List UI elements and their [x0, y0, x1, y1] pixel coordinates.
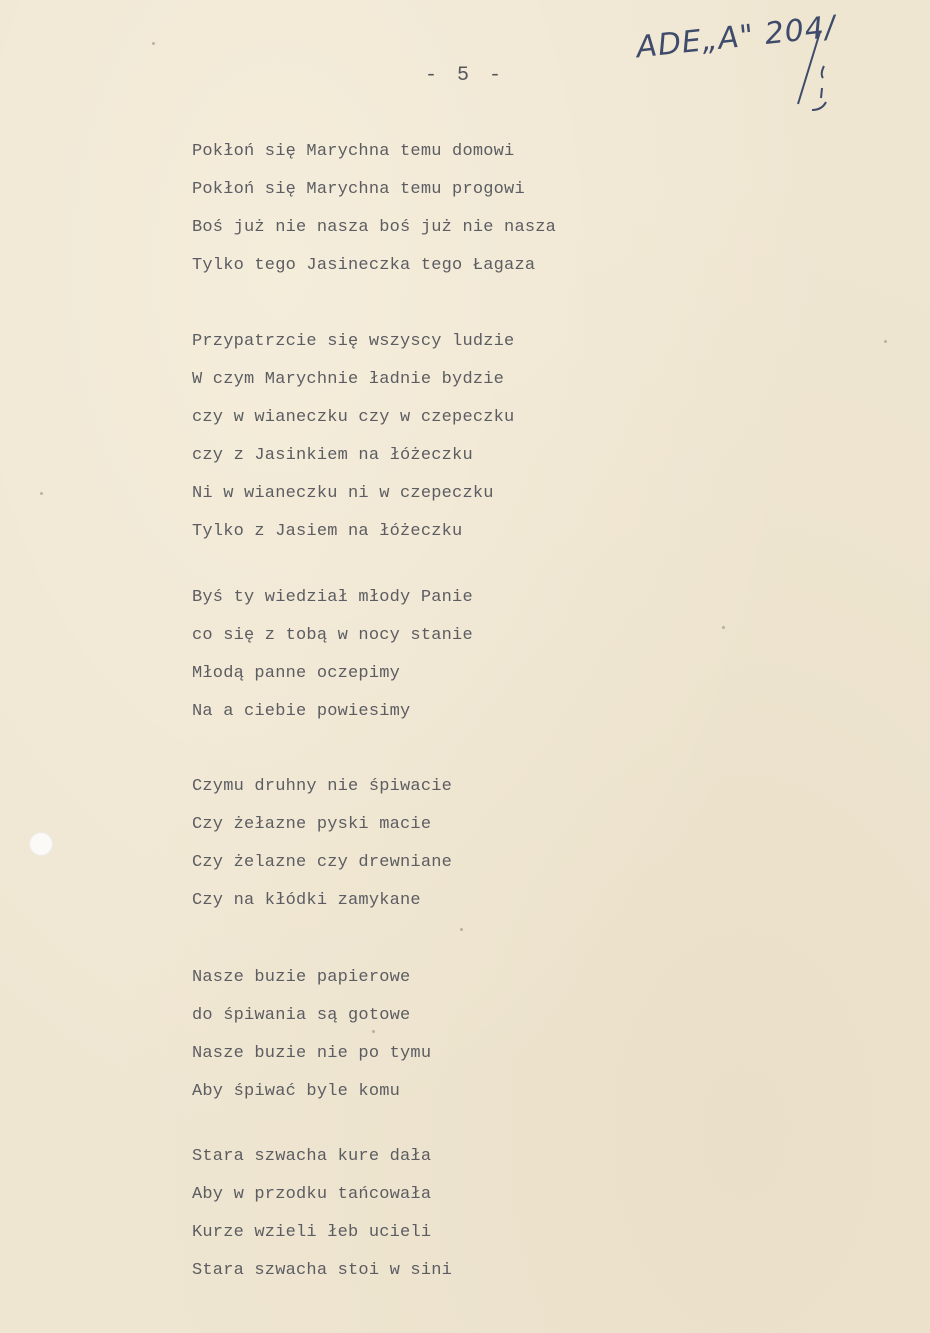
verse-line: Czy na kłódki zamykane: [192, 891, 421, 910]
punch-hole: [29, 832, 53, 856]
stanza-4: [192, 768, 452, 920]
verse-line: Stara szwacha kure dała: [192, 1147, 432, 1166]
page-number: - 5 -: [424, 64, 505, 87]
paper-speck: [372, 1030, 375, 1033]
verse-line: Ni w wianeczku ni w czepeczku: [192, 484, 494, 503]
verse-line: Nasze buzie papierowe: [192, 968, 411, 987]
verse-line: Czy żełazne pyski macie: [192, 815, 432, 834]
verse-line: Kurze wzieli łeb ucieli: [192, 1223, 432, 1242]
verse-line: czy w wianeczku czy w czepeczku: [192, 408, 515, 427]
paper-speck: [460, 928, 463, 931]
verse-line: Czymu druhny nie śpiwacie: [192, 777, 453, 796]
verse-line: Tylko z Jasiem na łóżeczku: [192, 522, 463, 541]
stanza-3: [192, 579, 473, 731]
verse-line: do śpiwania są gotowe: [192, 1006, 411, 1025]
verse-line: Czy żelazne czy drewniane: [192, 853, 453, 872]
verse-line: Aby śpiwać byle komu: [192, 1082, 401, 1101]
stanza-1: [192, 133, 556, 285]
verse-line: Tylko tego Jasineczka tego Łagaza: [192, 256, 536, 275]
stanza-6: [192, 1138, 452, 1290]
stanza-2: [192, 323, 514, 551]
paper-speck: [152, 42, 155, 45]
verse-line: Byś ty wiedział młody Panie: [192, 588, 473, 607]
stanza-5: [192, 959, 431, 1111]
paper-speck: [40, 492, 43, 495]
paper-speck: [884, 340, 887, 343]
verse-line: co się z tobą w nocy stanie: [192, 626, 473, 645]
verse-line: Przypatrzcie się wszyscy ludzie: [192, 332, 515, 351]
verse-line: Pokłoń się Marychna temu domowi: [192, 142, 515, 161]
verse-line: czy z Jasinkiem na łóżeczku: [192, 446, 473, 465]
paper-speck: [722, 626, 725, 629]
verse-line: W czym Marychnie ładnie bydzie: [192, 370, 505, 389]
handwritten-archive-mark: ADE„A" 204/: [634, 9, 838, 66]
verse-line: Młodą panne oczepimy: [192, 664, 401, 683]
verse-line: Nasze buzie nie po tymu: [192, 1044, 432, 1063]
verse-line: Aby w przodku tańcowała: [192, 1185, 432, 1204]
verse-line: Pokłoń się Marychna temu progowi: [192, 180, 525, 199]
verse-line: Boś już nie nasza boś już nie nasza: [192, 218, 557, 237]
verse-line: Na a ciebie powiesimy: [192, 702, 411, 721]
verse-line: Stara szwacha stoi w sini: [192, 1261, 453, 1280]
